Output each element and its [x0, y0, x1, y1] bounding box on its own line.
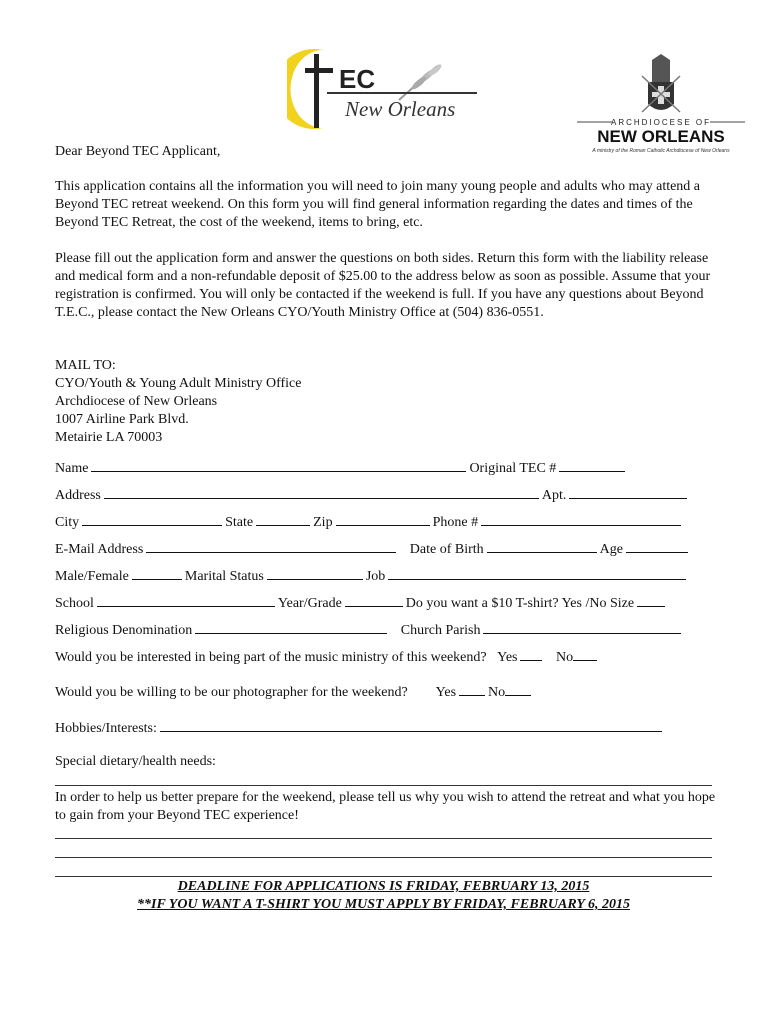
- job-field[interactable]: [388, 566, 686, 580]
- deadline-notice: DEADLINE FOR APPLICATIONS IS FRIDAY, FEBRUARY 13, 2015: [177, 879, 590, 894]
- school-field[interactable]: [97, 593, 275, 607]
- row-gender: [55, 566, 689, 584]
- row-photographer: [55, 682, 534, 700]
- religious-denomination-field[interactable]: [195, 620, 387, 634]
- new-orleans-text: NEW ORLEANS: [597, 127, 725, 146]
- photo-no-field[interactable]: [505, 682, 531, 696]
- intro-paragraph: This application contains all the information you will need to join many young people and adults who may attend a Beyond TEC retreat weekend. On this form you will find general information regarding the dates and times of the Beyond TEC Retreat, the cost of the weekend, items to bring, etc.: [55, 179, 701, 230]
- apt-field[interactable]: [569, 485, 687, 499]
- address-line-2: Archdiocese of New Orleans: [55, 394, 218, 409]
- archdiocese-tagline: A ministry of the Roman Catholic Archdiocese of New Orleans: [592, 148, 730, 154]
- why-answer-line-2[interactable]: [55, 857, 712, 858]
- age-field[interactable]: [626, 539, 688, 553]
- music-yes-label: Yes: [497, 650, 518, 665]
- marital-status-field[interactable]: [267, 566, 363, 580]
- name-label: Name: [55, 461, 89, 476]
- tshirt-size-field[interactable]: [637, 593, 665, 607]
- row-name: [55, 458, 628, 476]
- photo-no-label: No: [488, 685, 506, 700]
- address-field[interactable]: [104, 485, 539, 499]
- row-hobbies: [55, 718, 665, 736]
- row-school: [55, 593, 668, 611]
- zip-field[interactable]: [336, 512, 430, 526]
- school-label: School: [55, 596, 94, 611]
- phone-label: Phone #: [432, 515, 479, 530]
- age-label: Age: [599, 542, 623, 557]
- why-answer-line-1[interactable]: [55, 838, 712, 839]
- apt-label: Apt.: [541, 488, 567, 503]
- email-label: E-Mail Address: [55, 542, 144, 557]
- instructions-paragraph: Please fill out the application form and answer the questions on both sides. Return this form with the liability release and medical form and a non-refundable deposit of $25.00 to the address below as soon as possible. Assume that your registration is confirmed. You will only be contacted if the weekend is full. If you have any questions about Beyond T.E.C., please contact the New Orleans CYO/Youth Ministry Office at (504) 836-0551.: [55, 251, 711, 320]
- phone-field[interactable]: [481, 512, 681, 526]
- row-music: [55, 647, 600, 665]
- tec-logo-text: EC: [339, 64, 376, 94]
- male-female-label: Male/Female: [55, 569, 129, 584]
- state-label: State: [225, 515, 254, 530]
- job-label: Job: [365, 569, 386, 584]
- archdiocese-of-text: ARCHDIOCESE OF: [610, 118, 712, 127]
- city-label: City: [55, 515, 80, 530]
- address-line-3: 1007 Airline Park Blvd.: [55, 412, 189, 427]
- music-question: Would you be interested in being part of the music ministry of this weekend?: [55, 650, 487, 665]
- original-tec-label: Original TEC #: [469, 461, 557, 476]
- tshirt-deadline-notice: **IF YOU WANT A T-SHIRT YOU MUST APPLY BY FRIDAY, FEBRUARY 6, 2015: [137, 897, 630, 912]
- original-tec-field[interactable]: [559, 458, 625, 472]
- address-line-1: CYO/Youth & Young Adult Ministry Office: [55, 376, 302, 391]
- city-field[interactable]: [82, 512, 222, 526]
- dietary-field[interactable]: [55, 785, 712, 786]
- religious-denomination-label: Religious Denomination: [55, 623, 193, 638]
- address-label: Address: [55, 488, 101, 503]
- zip-label: Zip: [313, 515, 333, 530]
- photo-yes-field[interactable]: [459, 682, 485, 696]
- male-female-field[interactable]: [132, 566, 182, 580]
- email-field[interactable]: [146, 539, 396, 553]
- music-no-field[interactable]: [573, 647, 597, 661]
- hobbies-label: Hobbies/Interests:: [55, 721, 157, 736]
- name-field[interactable]: [91, 458, 466, 472]
- why-question: In order to help us better prepare for the weekend, please tell us why you wish to attend the retreat and what you hope to gain from your Beyond TEC experience!: [55, 790, 716, 823]
- row-email: [55, 539, 691, 557]
- dob-label: Date of Birth: [409, 542, 484, 557]
- music-no-label: No: [555, 650, 574, 665]
- tshirt-label: Do you want a $10 T-shirt? Yes /No Size: [405, 596, 635, 611]
- row-religion: [55, 620, 684, 638]
- year-grade-field[interactable]: [345, 593, 403, 607]
- year-grade-label: Year/Grade: [277, 596, 342, 611]
- greeting: Dear Beyond TEC Applicant,: [55, 144, 221, 159]
- address-line-4: Metairie LA 70003: [55, 430, 163, 445]
- row-address: [55, 485, 690, 503]
- why-answer-line-3[interactable]: [55, 876, 712, 877]
- mail-to-label: MAIL TO:: [55, 358, 116, 373]
- church-parish-field[interactable]: [483, 620, 681, 634]
- marital-status-label: Marital Status: [184, 569, 264, 584]
- tec-logo-city: New Orleans: [345, 97, 456, 121]
- archdiocese-logo: [572, 52, 750, 156]
- photo-yes-label: Yes: [435, 685, 457, 700]
- music-yes-field[interactable]: [520, 647, 542, 661]
- dietary-label: Special dietary/health needs:: [55, 754, 216, 769]
- state-field[interactable]: [256, 512, 310, 526]
- tec-logo: [287, 44, 482, 130]
- church-parish-label: Church Parish: [400, 623, 481, 638]
- hobbies-field[interactable]: [160, 718, 662, 732]
- dob-field[interactable]: [487, 539, 597, 553]
- row-city: [55, 512, 684, 530]
- photographer-question: Would you be willing to be our photographer for the weekend?: [55, 685, 408, 700]
